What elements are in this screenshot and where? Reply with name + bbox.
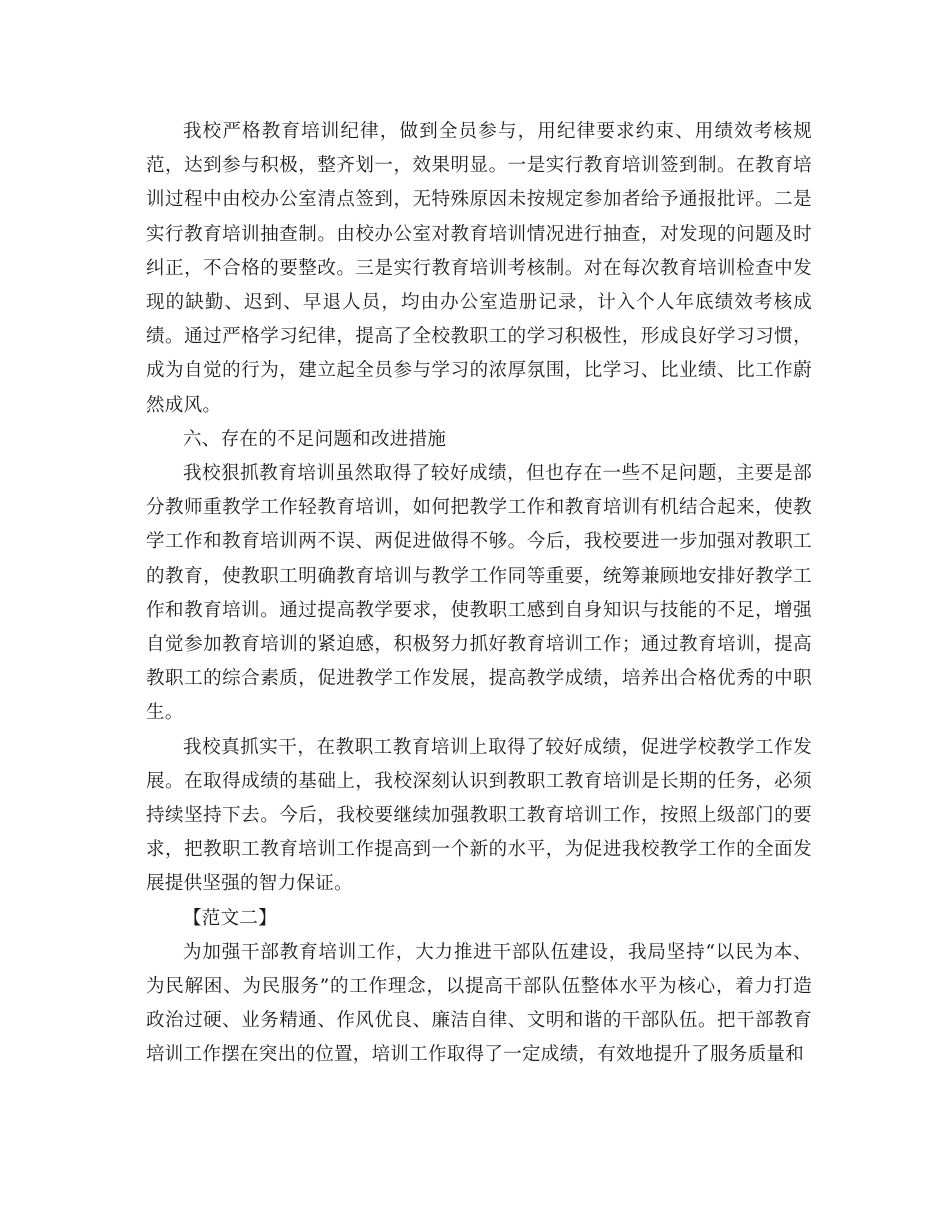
document-body: [146, 115, 812, 1073]
paragraph-training-discipline: 我校严格教育培训纪律，做到全员参与，用纪律要求约束、用绩效考核规范，达到参与积极，整齐划一，效果明显。一是实行教育培训签到制。在教育培训过程中由校办公室清点签到，无特殊原因未按规定参加者给予通报批评。二是实行教育培训抽查制。由校办公室对教育培训情况进行抽查，对发现的问题及时纠正，不合格的要整改。三是实行教育培训考核制。对在每次教育培训检查中发现的缺勤、迟到、早退人员，均由办公室造册记录，计入个人年底绩效考核成绩。通过严格学习纪律，提高了全校教职工的学习积极性，形成良好学习习惯，成为自觉的行为，建立起全员参与学习的浓厚氛围，比学习、比业绩、比工作蔚然成风。: [146, 121, 812, 416]
paragraph-shortcomings: 我校狠抓教育培训虽然取得了较好成绩，但也存在一些不足问题，主要是部分教师重教学工作轻教育培训，如何把教学工作和教育培训有机结合起来，使教学工作和教育培训两不误、两促进做得不够。今后，我校要进一步加强对教职工的教育，使教职工明确教育培训与教学工作同等重要，统筹兼顾地安排好教学工作和教育培训。通过提高教学要求，使教职工感到自身知识与技能的不足，增强自觉参加教育培训的紧迫感，积极努力抓好教育培训工作；通过教育培训，提高教职工的综合素质，促进教学工作发展，提高教学成绩，培养出合格优秀的中职生。: [146, 463, 812, 724]
paragraph-sample-two-intro: 为加强干部教育培训工作，大力推进干部队伍建设，我局坚持“以民为本、为民解困、为民服务”的工作理念，以提高干部队伍整体水平为核心，着力打造政治过硬、业务精通、作风优良、廉洁自律、文明和谐的干部队伍。把干部教育培训工作摆在突出的位置，培训工作取得了一定成绩，有效地提升了服务质量和: [146, 941, 812, 1066]
sample-heading-two: 【范文二】: [183, 907, 278, 929]
section-heading-shortcomings: 六、存在的不足问题和改进措施: [183, 428, 447, 450]
paragraph-conclusion: 我校真抓实干，在教职工教育培训上取得了较好成绩，促进学校教学工作发展。在取得成绩的基础上，我校深刻认识到教职工教育培训是长期的任务，必须持续坚持下去。今后，我校要继续加强教职工教育培训工作，按照上级部门的要求，把教职工教育培训工作提高到一个新的水平，为促进我校教学工作的全面发展提供坚强的智力保证。: [146, 736, 812, 895]
